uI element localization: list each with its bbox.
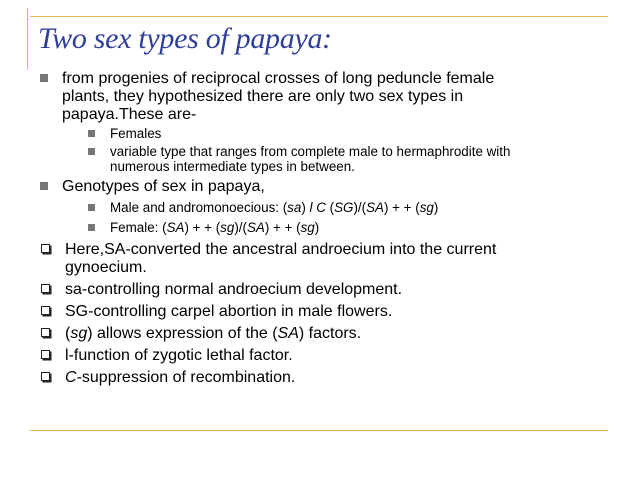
left-rule xyxy=(27,8,28,70)
bottom-rule xyxy=(30,430,608,431)
hollow-square-bullet-icon xyxy=(41,372,50,381)
note-sg-controlling xyxy=(40,303,600,321)
male-genotype-text: Male and andromonoecious: (sa) l C (SG)/(SA) + + (sg) xyxy=(110,200,439,215)
square-bullet-icon xyxy=(88,148,95,155)
square-bullet-icon xyxy=(88,224,95,231)
sub-bullet-male-genotype xyxy=(40,200,600,216)
note-text: (sg) allows expression of the (SA) factors. xyxy=(65,325,362,342)
sub-bullet-female-genotype xyxy=(40,220,600,236)
note-text: sa-controlling normal androecium development. xyxy=(65,281,403,298)
bullet-genotypes xyxy=(40,178,600,196)
slide-content xyxy=(40,70,600,389)
note-c-suppression xyxy=(40,369,600,387)
bullet-line: papaya.These are- xyxy=(62,106,197,123)
note-line: Here,SA-converted the ancestral androecium into the current xyxy=(65,241,497,258)
square-bullet-icon xyxy=(40,74,48,82)
female-genotype-text: Female: (SA) + + (sg)/(SA) + + (sg) xyxy=(110,220,320,235)
bullet-text: Genotypes of sex in papaya, xyxy=(62,178,265,195)
slide-title: Two sex types of papaya: xyxy=(38,22,332,55)
bullet-line: from progenies of reciprocal crosses of long peduncle female xyxy=(62,70,495,87)
top-rule xyxy=(30,16,608,17)
hollow-square-bullet-icon xyxy=(41,284,50,293)
bullet-line: plants, they hypothesized there are only two sex types in xyxy=(62,88,464,105)
note-text: SG-controlling carpel abortion in male flowers. xyxy=(65,303,393,320)
sub-bullet-variable-type xyxy=(40,144,600,174)
sub-bullet-text: Females xyxy=(110,126,162,141)
note-sa-converted xyxy=(40,241,600,277)
hollow-square-bullet-icon xyxy=(41,350,50,359)
hollow-square-bullet-icon xyxy=(41,306,50,315)
square-bullet-icon xyxy=(88,204,95,211)
note-l-function xyxy=(40,347,600,365)
square-bullet-icon xyxy=(40,182,48,190)
sub-bullet-line: numerous intermediate types in between. xyxy=(110,159,355,174)
hollow-square-bullet-icon xyxy=(41,328,50,337)
bullet-reciprocal-crosses xyxy=(40,70,600,124)
note-text: l-function of zygotic lethal factor. xyxy=(65,347,293,364)
note-text: C-suppression of recombination. xyxy=(65,369,296,386)
note-sg-expression xyxy=(40,325,600,343)
sub-bullet-females xyxy=(40,126,600,142)
sub-bullet-line: variable type that ranges from complete male to hermaphrodite with xyxy=(110,144,511,159)
hollow-square-bullet-icon xyxy=(41,244,50,253)
note-line: gynoecium. xyxy=(65,259,147,276)
note-sa-controlling xyxy=(40,281,600,299)
square-bullet-icon xyxy=(88,130,95,137)
